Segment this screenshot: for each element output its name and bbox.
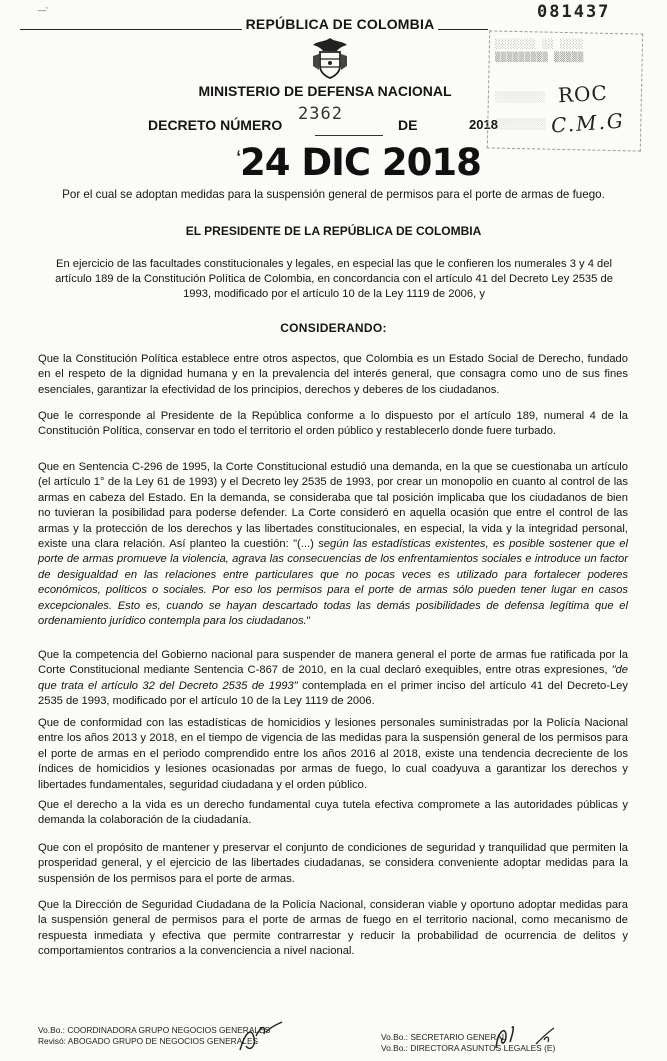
footer-reviso-abogado: Revisó: ABOGADO GRUPO DE NEGOCIOS GENERALES	[38, 1036, 259, 1046]
paragraph-8: Que la Dirección de Seguridad Ciudadana de la Policía Nacional, consideran viable y oportuno adoptar medidas para la suspensión general de permisos para el porte de armas de fuego en el territorio nacional, como mecanismo de respuesta inmediata y efectiva que permite contrarrestar y reducir la probabilidad de ocurrencia de delitos y comportamientos contrarios a la convenciencia a nivel nacional.	[38, 899, 628, 958]
paragraph-3-quote: según las estadísticas existentes, es posible sostener que el porte de armas promueve la violencia, agrava las consecuencias de los enfrentamientos sociales e introduce un factor de desigualdad en las relaciones entre particulares que no pocas veces es utilizado para fortalecer poderes económicos, políticos o sociales. Por eso los permisos para el porte de armas sólo pueden tener lugar en casos excepcionales. Esto es, cuando se hayan descartado todas las demás posibilidades de defensa legítima que el ordenamiento jurídico contempla para los ciudadanos.	[38, 538, 628, 628]
paragraph-6: Que el derecho a la vida es un derecho fundamental cuya tutela efectiva compromete a las autoridades públicas y demanda la colaboración de la ciudadanía.	[38, 799, 628, 827]
decree-number-underline	[315, 135, 383, 136]
footer-vobo-coordinadora: Vo.Bo.: COORDINADORA GRUPO NEGOCIOS GENERALES	[38, 1025, 271, 1035]
header-rule-left	[20, 29, 242, 30]
date-stamp: 24 DIC 2018	[240, 141, 481, 184]
decree-number: 2362	[298, 104, 343, 124]
paragraph-7: Que con el propósito de mantener y preservar el conjunto de condiciones de seguridad y tranquilidad que permiten la prosperidad general, y el ejercicio de las libertades ciudadanas, se considera conveniente adoptar medidas para la suspensión de los permisos para el porte de armas.	[38, 842, 628, 885]
paragraph-4-quote: "de que trata el artículo 32 del Decreto 2535 de 1993"	[38, 664, 628, 692]
paragraph-3-text: Que en Sentencia C-296 de 1995, la Corte Constitucional estudió una demanda, en la que se cuestionaba un artículo (el artículo 1° de la Ley 61 de 1993) y el Decreto ley 2535 de 1993, por crear un monopolio en cuanto al control de las armas en cabeza del Estado. En la demanda, se consideraba que tal posición implicaba que los ciudadanos de bien no tuvieran la posibilidad para poderse defender. La Corte consideró en aquella ocasión que entre el control de las armas y la protección de los derechos y las libertades constitucionales, en especial, la vida y la integridad personal, existe una clara relación. Así planteo la cuestión: "(...)	[38, 461, 628, 551]
president-heading: EL PRESIDENTE DE LA REPÚBLICA DE COLOMBIA	[185, 224, 482, 238]
republica-heading: REPÚBLICA DE COLOMBIA	[245, 16, 435, 32]
paragraph-3-close: "	[306, 615, 311, 628]
document-number: 081437	[537, 2, 611, 22]
paragraph-1: Que la Constitución Política establece entre otros aspectos, que Colombia es un Estado Social de Derecho, fundado en el respeto de la dignidad humana y en la prevalencia del interés general, que consagra como uno de sus fines esenciales, garantizar la efectividad de los principios, derechos y deberes de los ciudadanos.	[38, 353, 628, 396]
paragraph-4-tail: contemplada en el primer inciso del artículo 41 del Decreto-Ley 2535 de 1993, modificado por el artículo 10 de la Ley 1119 de 2006.	[38, 679, 628, 708]
corner-mark: —’	[38, 6, 48, 15]
ejercicio-paragraph: En ejercicio de las facultades constitucionales y legales, en especial las que le confieren los numerales 3 y 4 del artículo 189 de la Constitución Política de Colombia, en concordancia con el artículo 41 del Decreto Ley 2535 de 1993, modificado por el artículo 10 de la Ley 1119 de 2006, y	[55, 258, 613, 300]
stamp-faded-line: ░░░░░░░	[496, 119, 546, 130]
paragraph-4	[38, 648, 628, 710]
paragraph-2: Que le corresponde al Presidente de la República conforme a lo dispuesto por el artículo 189, numeral 4 de la Constitución Política, conservar en todo el territorio el orden público y restablecerlo donde fuere turbado.	[38, 410, 628, 438]
decree-label: DECRETO NÚMERO	[148, 117, 283, 133]
signature-mark-left	[236, 1020, 284, 1056]
handwritten-initials-cmg: C.M.G	[550, 108, 626, 138]
decree-subtitle: Por el cual se adoptan medidas para la suspensión general de permisos para el porte de armas de fuego.	[62, 188, 605, 201]
stamp-faded-line: ░░░░░░░	[495, 92, 545, 103]
paragraph-5: Que de conformidad con las estadísticas de homicidios y lesiones personales suministradas por la Policía Nacional entre los años 2013 y 2018, en el tiempo de vigencia de las medidas para la suspensión general de los permisos para el porte de armas en el periodo comprendido entre los años 2016 al 2018, existe una tendencia decreciente de los índices de homicidios y lesiones ocasionadas por armas de fuego, lo cual coadyuva a garantizar los derechos y libertades fundamentales, seguridad ciudadana y el orden público.	[38, 717, 628, 791]
stamp-tick: ‘	[236, 146, 242, 173]
ministry-heading: MINISTERIO DE DEFENSA NACIONAL	[198, 83, 452, 99]
paragraph-4-text: Que la competencia del Gobierno nacional para suspender de manera general el porte de armas fue ratificada por la Corte Constitucional mediante Sentencia C-867 de 2010, en la cual declaró exequibles, entre otras expresiones,	[38, 649, 628, 677]
handwritten-initials-roc: ROC	[557, 80, 609, 108]
decree-de-label: DE	[398, 117, 418, 133]
signature-mark-right	[492, 1020, 562, 1054]
considerando-heading: CONSIDERANDO:	[280, 321, 387, 335]
colombia-coat-of-arms-icon	[307, 36, 353, 80]
stamp-faded-line: ░░░░░░░ ░░ ░░░░	[495, 40, 584, 50]
footer-vobo-secretario: Vo.Bo.: SECRETARIO GENERAL	[381, 1032, 507, 1042]
stamp-faded-line: ▒▒▒▒▒▒▒▒▒ ▒▒▒▒▒	[495, 53, 584, 63]
footer-vobo-directora: Vo.Bo.: DIRECTORA ASUNTOS LEGALES (E)	[381, 1043, 556, 1053]
decree-year: 2018	[469, 117, 498, 132]
header-rule-right	[438, 29, 488, 30]
paragraph-3	[38, 460, 628, 629]
